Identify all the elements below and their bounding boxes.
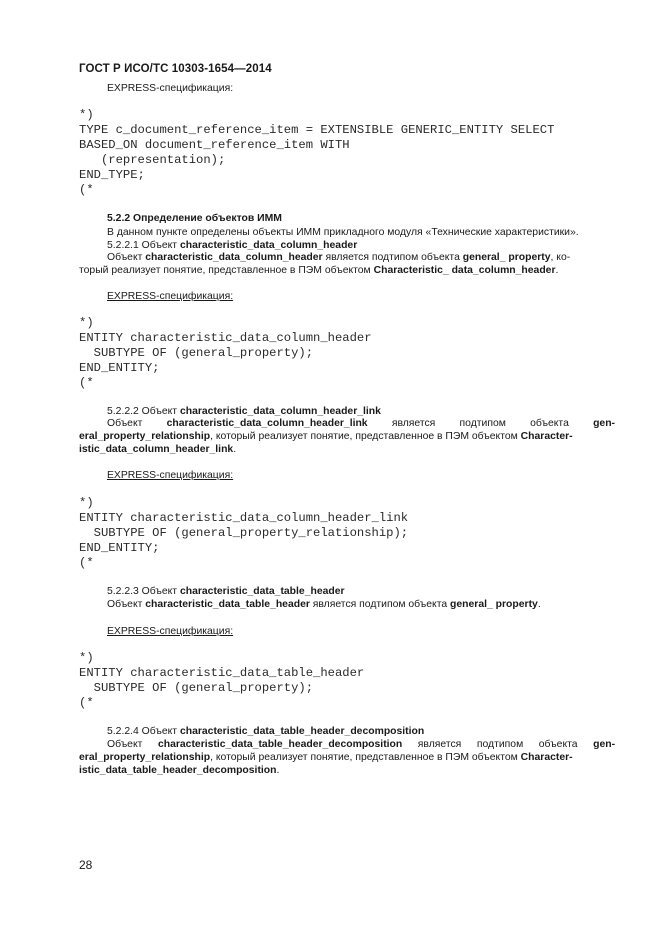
entity-name: characteristic_data_table_header_decomposition [179, 726, 425, 737]
subsection-heading [107, 406, 381, 417]
concept-name: Characteristic_ data_column_header [373, 265, 556, 276]
text-run: является [391, 418, 436, 429]
express-spec-label: EXPRESS-спецификация: [107, 291, 234, 302]
subsection-heading-prefix: 5.2.2.2 Объект [107, 406, 180, 417]
express-spec-label: EXPRESS-спецификация: [107, 83, 234, 94]
text-run: является [417, 739, 462, 750]
text-run: . [276, 765, 280, 776]
supertype-name: eral_property_relationship [79, 752, 211, 763]
text-run: . [233, 444, 237, 455]
subsection-heading [107, 586, 345, 597]
text-run: . [555, 265, 559, 276]
entity-name: characteristic_data_column_header [145, 252, 323, 263]
entity-name: characteristic_data_column_header_link [179, 406, 381, 417]
paragraph-line [79, 431, 573, 442]
paragraph-line [79, 765, 279, 776]
express-code-block: *) ENTITY characteristic_data_column_header_link SUBTYPE OF (general_property_relationship); END_ENTITY; (* [79, 496, 409, 570]
concept-name: istic_data_table_header_decomposition [79, 765, 277, 776]
subsection-heading-prefix: 5.2.2.4 Объект [107, 726, 180, 737]
text-run: торый реализует понятие, представленное в ПЭМ объектом [79, 265, 374, 276]
entity-name: characteristic_data_table_header [179, 586, 345, 597]
text-run: является подтипом объекта [309, 599, 451, 610]
text-run: , который реализует понятие, представленное в ПЭМ объектом [210, 431, 521, 442]
supertype-name: eral_property_relationship [79, 431, 211, 442]
supertype-name: gen- [593, 739, 616, 750]
subsection-heading [107, 240, 357, 251]
subsection-heading-prefix: 5.2.2.3 Объект [107, 586, 180, 597]
express-code-block: *) TYPE c_document_reference_item = EXTENSIBLE GENERIC_ENTITY SELECT BASED_ON document_reference_item WITH (representation); END_TYPE; (* [79, 108, 555, 197]
supertype-name: gen- [593, 418, 616, 429]
document-header: ГОСТ Р ИСО/ТС 10303-1654—2014 [79, 63, 272, 75]
text-run: объекта [538, 739, 578, 750]
entity-name: characteristic_data_table_header [145, 599, 310, 610]
supertype-name: general_ property [462, 252, 551, 263]
text-run: является подтипом объекта [322, 252, 463, 263]
text-run: , ко- [550, 252, 571, 263]
supertype-name: general_ property [450, 599, 538, 610]
entity-name: characteristic_data_column_header_link [166, 418, 368, 429]
paragraph-line [79, 265, 558, 276]
express-spec-label: EXPRESS-спецификация: [107, 470, 234, 481]
text-run: Объект [107, 739, 143, 750]
text-run: Объект [107, 252, 146, 263]
paragraph-line [107, 418, 615, 429]
text-run: , который реализует понятие, представленное в ПЭМ объектом [210, 752, 521, 763]
concept-name: Character- [520, 752, 573, 763]
text-run: . [537, 599, 541, 610]
concept-name: Character- [520, 431, 573, 442]
concept-name: istic_data_column_header_link [79, 444, 234, 455]
entity-name: characteristic_data_table_header_decomposition [157, 739, 403, 750]
express-spec-label: EXPRESS-спецификация: [107, 626, 234, 637]
paragraph-line [107, 599, 541, 610]
subsection-heading-prefix: 5.2.2.1 Объект [107, 240, 180, 251]
section-intro: В данном пункте определены объекты ИММ прикладного модуля «Технические характеристики». [107, 227, 579, 238]
express-code-block: *) ENTITY characteristic_data_column_header SUBTYPE OF (general_property); END_ENTITY; (* [79, 316, 372, 390]
paragraph-line [107, 252, 570, 263]
text-run: Объект [107, 418, 143, 429]
text-run: Объект [107, 599, 146, 610]
subsection-heading [107, 726, 424, 737]
paragraph-line [107, 739, 615, 750]
paragraph-line [79, 752, 573, 763]
page-number: 28 [79, 858, 93, 872]
paragraph-line [79, 444, 236, 455]
text-run: подтипом [476, 739, 524, 750]
entity-name: characteristic_data_column_header [179, 240, 358, 251]
text-run: подтипом [459, 418, 506, 429]
section-heading: 5.2.2 Определение объектов ИММ [107, 213, 282, 224]
express-code-block: *) ENTITY characteristic_data_table_header SUBTYPE OF (general_property); (* [79, 651, 365, 710]
text-run: объекта [530, 418, 569, 429]
